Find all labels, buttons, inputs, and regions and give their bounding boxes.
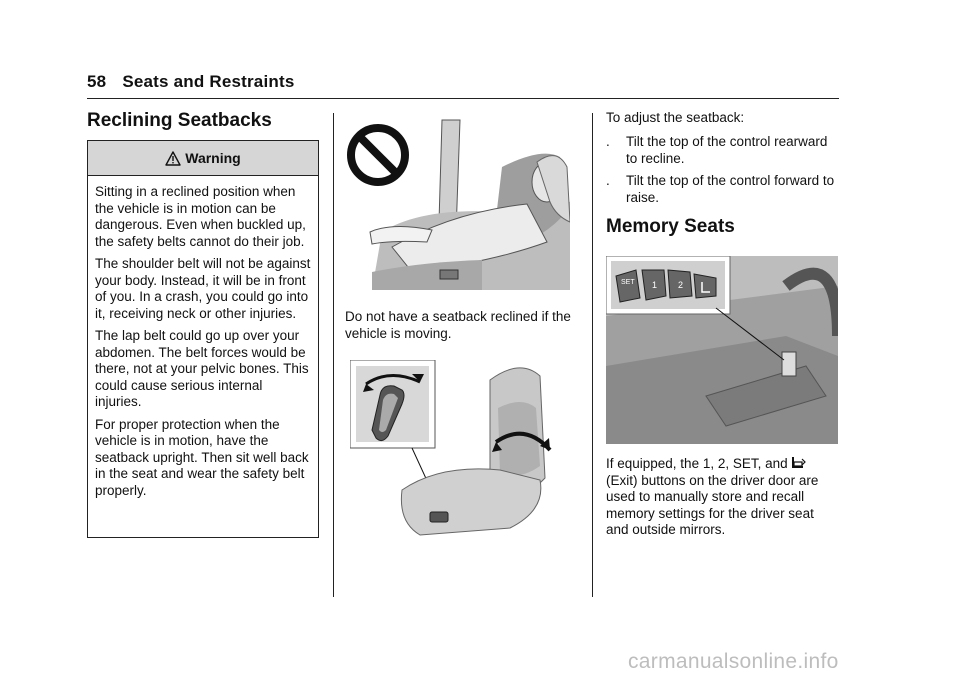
warning-paragraph: For proper protection when the vehicle is in motion, have the seatback upright. Then sit well back in the seat and wear the safety belt properly. [95,416,309,498]
memory-seats-heading: Memory Seats [606,216,735,237]
column-divider-left [333,113,334,597]
warning-label: Warning [185,150,241,166]
memory-buttons-illustration [606,256,838,444]
prohibition-icon [351,128,405,182]
bullet-text: Tilt the top of the control forward to raise. [626,173,835,205]
section-title: Seats and Restraints [122,72,295,91]
memory-button-1 [642,270,666,300]
seat-recline-control-illustration [350,360,565,540]
exit-seat-icon [790,456,806,470]
memory-button-2 [668,270,692,298]
bullet-text: Tilt the top of the control rearward to recline. [626,134,828,166]
bullet-marker: . [606,173,610,188]
memory-button-label: 2 [678,280,684,290]
watermark: carmanualsonline.info [628,650,839,673]
reclined-occupant-illustration [342,112,570,290]
adjust-bullet [606,134,838,167]
memory-button-label: 1 [652,280,658,290]
recline-figure-caption: Do not have a seatback reclined if the vehicle is moving. [345,309,571,341]
bullet-marker: . [606,134,610,149]
memory-caption-text: If equipped, the 1, 2, SET, and [606,456,788,471]
warning-body [88,176,318,499]
adjust-bullet [606,173,838,206]
warning-paragraph: Sitting in a reclined position when the vehicle is in motion can be dangerous. Even when buckled up, the safety belts cannot do their job. [95,184,306,249]
warning-box [87,140,319,538]
column-divider-right [592,113,593,597]
memory-caption-text: (Exit) buttons on the driver door are used to manually store and recall memory settings for the driver seat and outside mirrors. [606,472,819,537]
header-rule [87,98,839,99]
warning-triangle-icon [165,151,181,166]
warning-paragraph: The shoulder belt will not be against your body. Instead, it will be in front of you. In a crash, you could go into it, receiving neck or other injuries. [95,256,311,321]
exit-seat-icon [694,274,716,298]
reclining-seatbacks-heading: Reclining Seatbacks [87,110,272,131]
warning-header [88,141,318,176]
memory-button-set [616,270,640,302]
memory-button-label: SET [621,279,635,286]
page-header [87,72,295,92]
adjust-intro: To adjust the seatback: [606,110,745,125]
page-number: 58 [87,72,107,91]
warning-paragraph: The lap belt could go up over your abdomen. The belt forces would be there, not at your pelvic bones. This could cause serious internal injuries. [95,328,309,409]
memory-caption [606,456,838,539]
